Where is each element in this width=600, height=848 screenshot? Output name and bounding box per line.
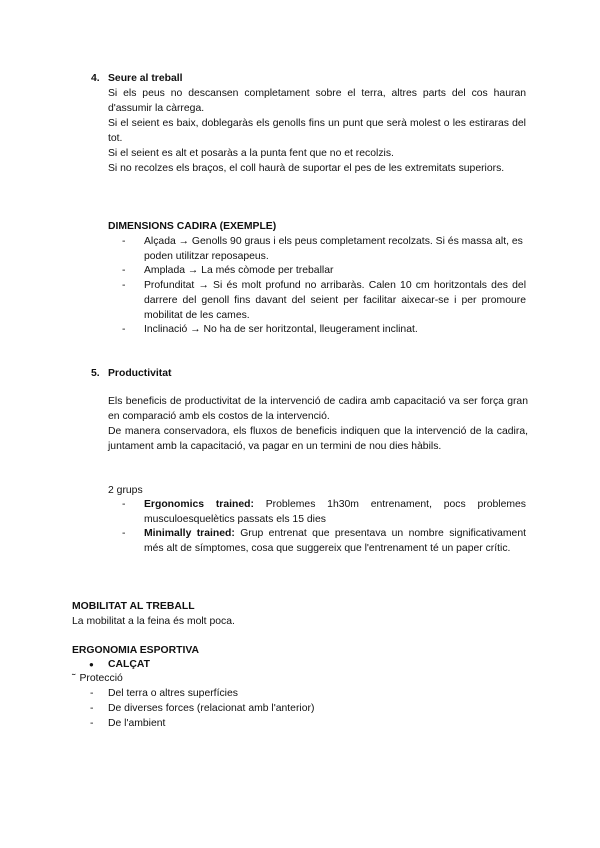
dash-bullet: - [122,499,126,510]
section4-paragraph: Si el seient es alt et posaràs a la punta fent que no et recolzis. [108,148,394,159]
dimension-item [122,234,526,264]
section5-title: Productivitat [108,368,172,379]
proteccio-item [90,701,315,716]
proteccio-item [90,716,166,731]
bullet-dot-icon: ● [89,660,94,669]
ergonomia-title: ERGONOMIA ESPORTIVA [72,645,200,656]
tilde-icon: ˜ [72,673,76,684]
group-label: Minimally trained: [144,528,235,539]
section4-paragraph: Si els peus no descansen completament sobre el terra, altres parts del cos hauran d'assumir la càrrega. [108,88,526,114]
dash-bullet: - [122,528,126,539]
proteccio-item-text: De l'ambient [108,718,166,729]
proteccio-item-text: De diverses forces (relacionat amb l'anterior) [108,703,315,714]
group-item [122,526,526,556]
proteccio-label: Protecció [79,673,123,684]
dimension-item-text: Alçada → Genolls 90 graus i els peus completament recolzats. Si és massa alt, es poden utilitzar reposapeus. [144,236,523,262]
group-text: Problemes 1h30m entrenament, pocs problemes musculoesquelètics passats els 15 dies [144,499,526,525]
proteccio-item-text: Del terra o altres superfícies [108,688,238,699]
section4-paragraph: Si el seient es baix, doblegaràs els genolls fins un punt que serà molest o les estiraras del tot. [108,118,526,144]
group-label: Ergonomics trained: [144,499,254,510]
dash-bullet: - [122,324,126,335]
section4-paragraph: Si no recolzes els braços, el coll haurà de suportar el pes de les extremitats superiors. [108,163,505,174]
section5-paragraph: De manera conservadora, els fluxos de beneficis indiquen que la intervenció de la cadira, juntament amb la capacitació, va pagar en un termini de nou dies hàbils. [108,426,528,452]
calcat-bullet [89,657,94,672]
calcat-label: CALÇAT [108,659,150,670]
section5-paragraph: Els beneficis de productivitat de la intervenció de cadira amb capacitació va ser força gran en comparació amb els costos de la intervenció. [108,396,528,422]
dimensions-title: DIMENSIONS CADIRA (EXEMPLE) [108,221,277,232]
section4-title: Seure al treball [108,73,183,84]
proteccio-item [90,686,238,701]
dash-bullet: - [122,280,126,291]
dimension-item [122,278,526,323]
dash-bullet: - [122,265,126,276]
dimension-item-text: Inclinació → No ha de ser horitzontal, lleugerament inclinat. [144,324,418,335]
dimension-item [122,322,526,337]
dash-bullet: - [90,688,94,699]
section5-number: 5. [91,368,100,379]
dimension-item-text: Profunditat → Si és molt profund no arribaràs. Calen 10 cm horitzontals des del darrere del genoll fins davant del seient per facilitar aixecar-se i per promoure mobilitat de les cames. [144,280,526,321]
dash-bullet: - [90,718,94,729]
dash-bullet: - [90,703,94,714]
dimension-item [122,263,526,278]
dash-bullet: - [122,236,126,247]
mobilitat-title: MOBILITAT AL TREBALL [72,601,195,612]
group-text: Grup entrenat que presentava un nombre significativament més alt de símptomes, cosa que suggereix que l'entrenament té un paper crític. [144,528,526,554]
mobilitat-text: La mobilitat a la feina és molt poca. [72,616,235,627]
section4-number: 4. [91,73,100,84]
dimension-item-text: Amplada → La més còmode per treballar [144,265,334,276]
proteccio-row [72,671,123,686]
group-item [122,497,526,527]
groups-label: 2 grups [108,485,143,496]
